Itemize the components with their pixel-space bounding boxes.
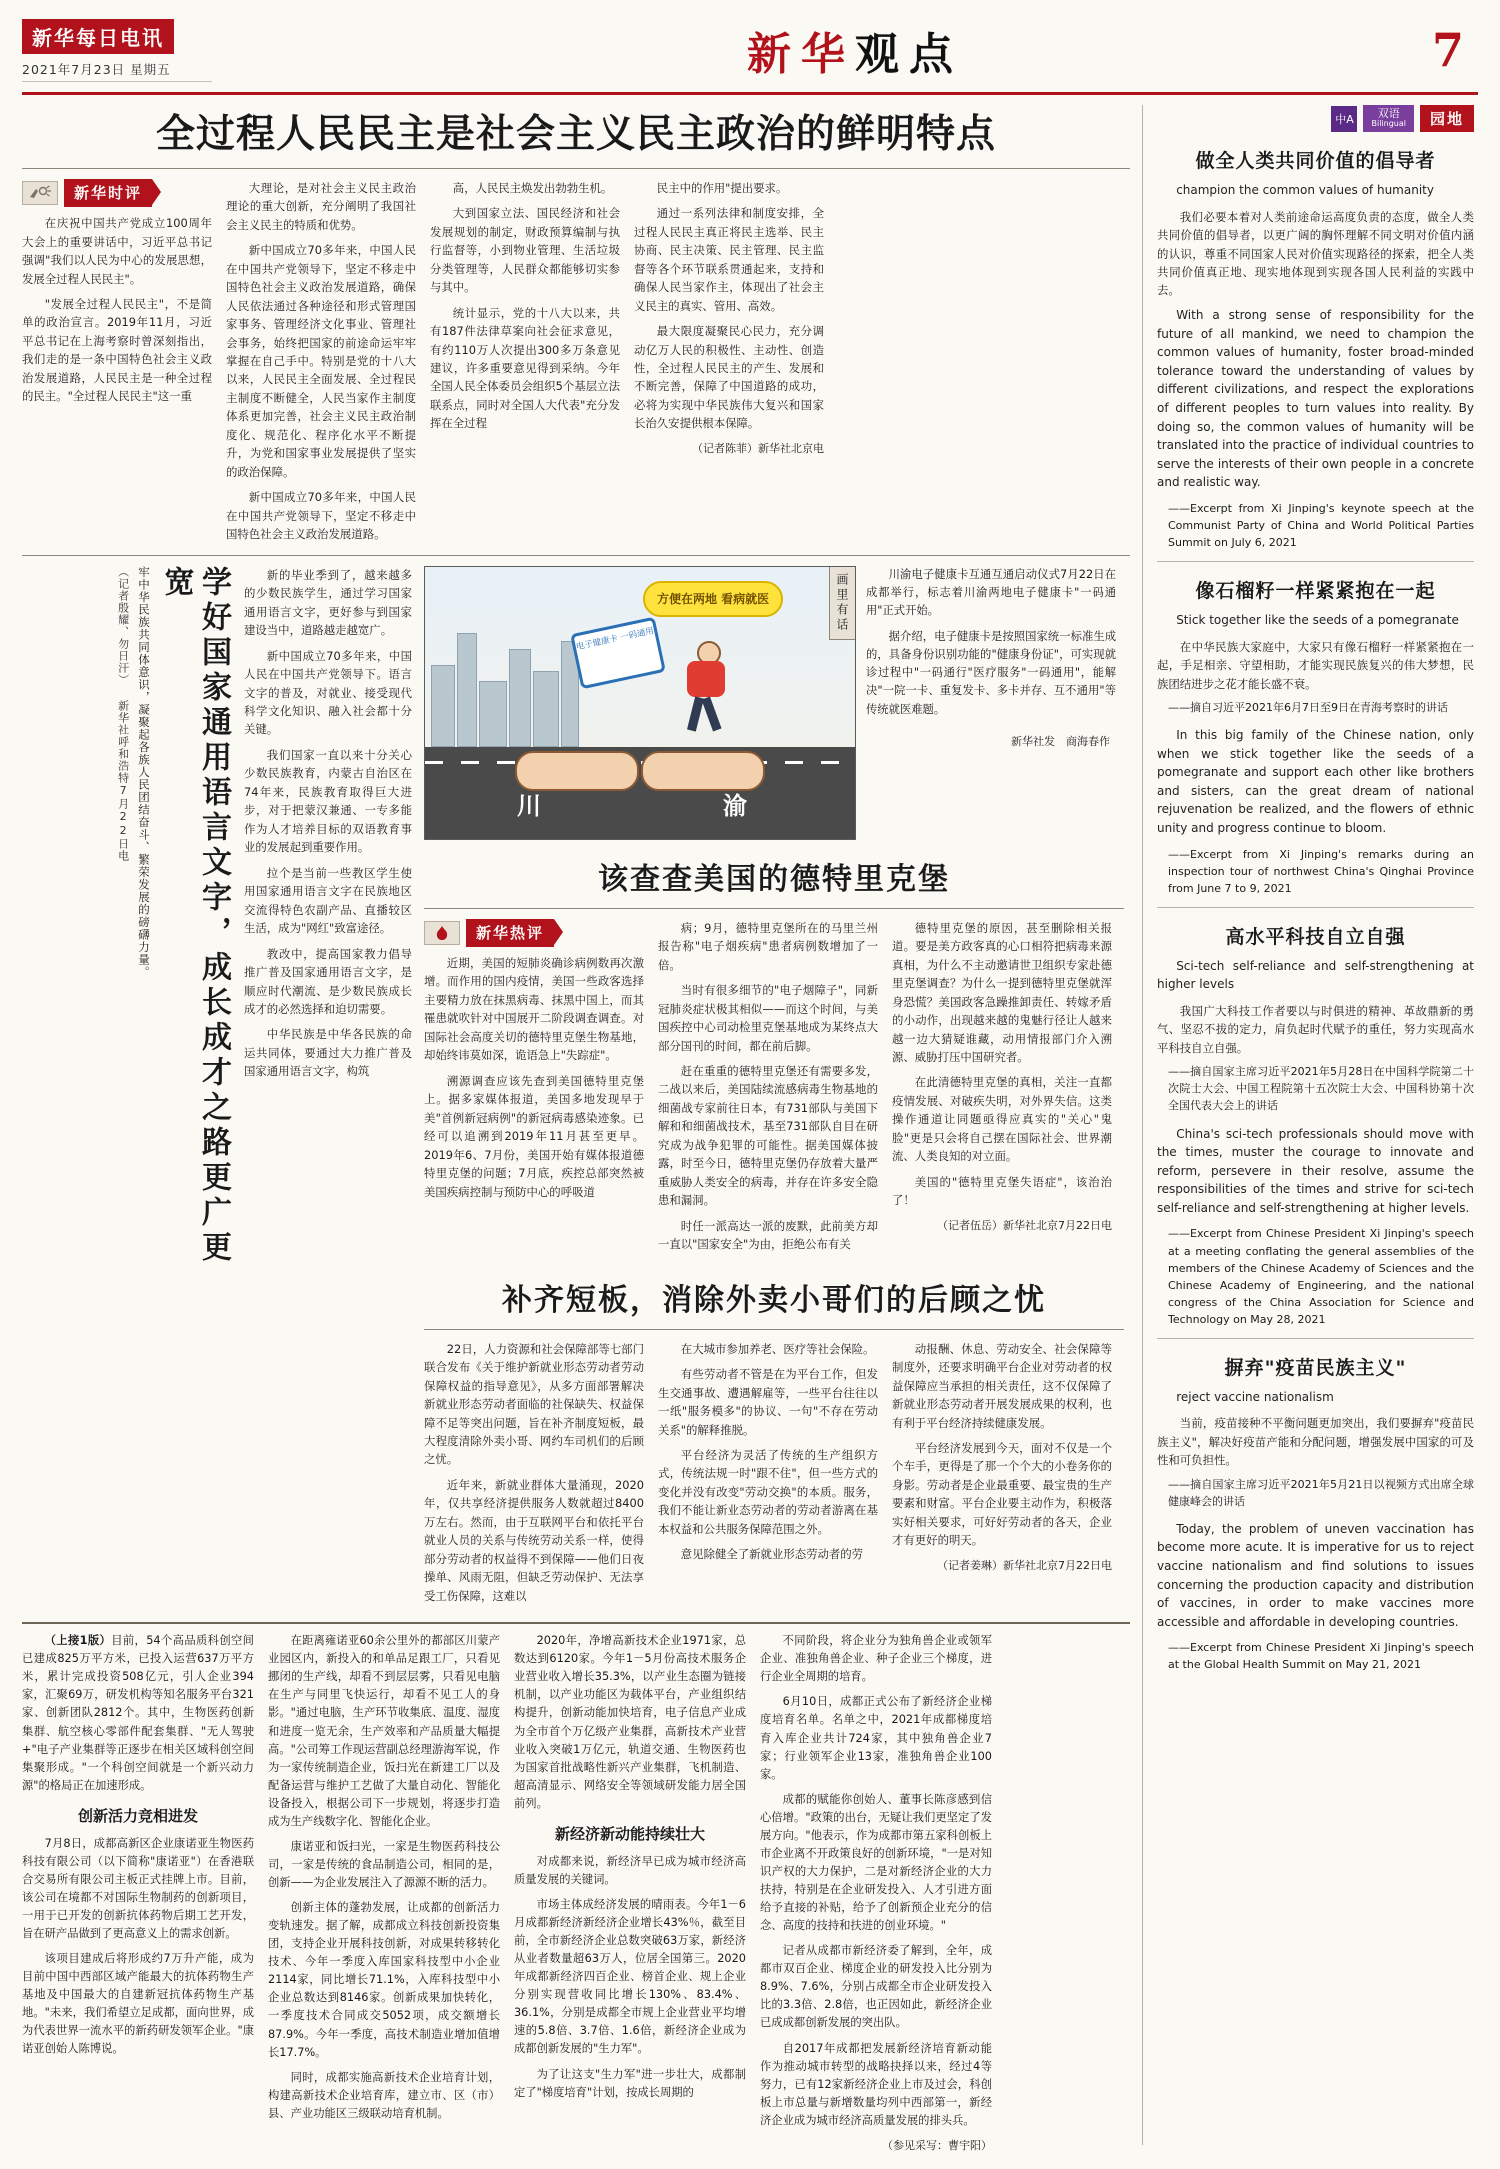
lead-article xyxy=(22,179,1130,551)
sidebar-item-source-en: ——Excerpt from Xi Jinping's remarks during an inspection tour of northwest China's Qinghai Province from June 7 to 9, 2021 xyxy=(1168,847,1474,895)
paragraph: 平台经济为灵活了传统的生产组织方式，传统法规一时"跟不住"，但一些方式的变化并没有改变"劳动交换"的本质。服务，我们不能让新业态劳动者的劳动者游离在基本权益和公共服务保障范围之外。 xyxy=(658,1448,878,1536)
sidebar-item-source-cn: ——摘自国家主席习近平2021年5月28日在中国科学院第二十次院士大会、中国工程院第十五次院士大会、中国科协第十次全国代表大会上的讲话 xyxy=(1168,1065,1474,1113)
vertical-headline: 学好国家通用语言文字，成长成才之路更广更宽 xyxy=(158,565,231,1266)
sidebar-item-source-en: ——Excerpt from Chinese President Xi Jinping's speech at the Global Health Summit on May 21, 2021 xyxy=(1168,1641,1474,1672)
paragraph: 市场主体成经济发展的晴雨表。今年1－6月成都新经济新经济企业增长43%％，截至目前，全市新经济企业总数突破63万家，新经济从业者数量超63万人，位居全国第三。2020年成都新经济四百企业、榜首企业、规上企业分别实现营收同比增长130%、83.4%、36.1%，分别是成都全市规上企业营业平均增速的5.8倍、3.7倍、1.6倍，新经济企业成为成都创新发展的"生力军"。 xyxy=(514,1897,746,2056)
paragraph: 在大城市参加养老、医疗等社会保险。 xyxy=(680,1341,875,1356)
divider xyxy=(1157,561,1474,562)
publication-logo: 新华每日电讯 xyxy=(22,19,174,54)
byline: （记者伍岳）新华社北京7月22日电 xyxy=(937,1218,1112,1232)
vertical-byline: （记者殷耀、勿日汗） 新华社呼和浩特7月22日电 xyxy=(116,565,130,862)
speech-bubble: 方便在两地 看病就医 xyxy=(643,581,783,617)
sidebar-item-title-en: champion the common values of humanity xyxy=(1176,183,1434,197)
continued-from-tag: （上接1版） xyxy=(44,1634,112,1648)
article2-column-2 xyxy=(658,919,878,1261)
bilingual-label xyxy=(1363,105,1414,132)
illustration-caption xyxy=(866,566,1116,840)
main-content xyxy=(22,105,1142,2152)
sidebar-item-source-en: ——Excerpt from Chinese President Xi Jinping's speech at a meeting conflating the general assemblies of the members of the Chinese Academy of Sciences and the Chinese Academy of Engineering, and the national congress of the China Association for Science and Technology on May 28, 2021 xyxy=(1168,1227,1474,1326)
sidebar-item xyxy=(1157,1353,1474,1674)
section-title xyxy=(352,18,1358,82)
article3-column-3 xyxy=(892,1340,1112,1613)
lead-headline: 全过程人民民主是社会主义民主政治的鲜明特点 xyxy=(155,111,996,157)
cartoon-credit: 新华社发 商海春作 xyxy=(1011,735,1110,749)
paragraph: 溯源调查应该先查到美国德特里克堡上。据多家媒体报道，美国多地发现早于美"首例新冠病例"的新冠病毒感染迹象。已经可以追溯到2019年11月甚至更早。2019年6、7月份，美国开始有媒体报道德特里克堡的问题；7月底，疾控总部突然被美国疾病控制与预防中心的呼吸道 xyxy=(424,1073,644,1199)
bilingual-label-en: Bilingual xyxy=(1371,119,1406,129)
bottom-column-1 xyxy=(22,1632,254,2161)
continued-article xyxy=(22,1632,1130,2161)
paragraph: "发展全过程人民民主"，不是简单的政治宣言。2019年11月，习近平总书记在上海考察时曾深刻指出，我们走的是一条中国特色社会主义政治发展道路，人民民主是一种全过程的民主。"全过程人民民主"这一重 xyxy=(22,296,212,404)
lead-column-3 xyxy=(430,179,620,551)
paragraph: 病；9月，德特里克堡所在的马里兰州报告称"电子烟疾病"患者病例数增加了一倍。 xyxy=(658,920,878,972)
masthead-left xyxy=(22,19,352,82)
byline: （记者姜琳）新华社北京7月22日电 xyxy=(937,1558,1112,1572)
paragraph: 在庆祝中国共产党成立100周年大会上的重要讲话中，习近平总书记强调"我们以人民为中心的发展思想，发展全过程人民民主"。 xyxy=(22,216,212,286)
paragraph: 德特里克堡的原因，甚至删除相关报道。要是美方政客真的心口相符把病毒来源真相，为什么不主动邀请世卫组织专家赴德里克堡调查？为什么一提到德特里克堡就浑身恐慌？美国政客急躁推卸责任、转嫁矛盾的小动作，出现越来越的鬼魅行径让人越来越一边大猜疑谁藏，动用情报部门介入溯源、威胁打压中国研究者。 xyxy=(892,920,1112,1064)
paragraph: 赶在重重的德特里克堡还有需要多发，二战以来后，美国陆续流感病毒生物基地的细菌战专家前往日本，有731部队与美国下解和和细菌战技术，基至731部队自目在研究成为战争犯罪的可能性。据美国媒体披露，时至今日，德特里克堡仍存放着大量严重威胁人类安全的病毒，并存在许多安全隐患和漏洞。 xyxy=(658,1063,878,1208)
sidebar-item-title-en: reject vaccine nationalism xyxy=(1176,1389,1334,1404)
paragraph: 不同阶段，将企业分为独角兽企业或领军企业、准独角兽企业、种子企业三个梯度，进行企业全周期的培育。 xyxy=(760,1634,992,1684)
masthead-center xyxy=(352,18,1358,82)
article2-column-3 xyxy=(892,919,1112,1261)
paragraph: 在此清德特里克堡的真相，关注一直都疫情发展、对破疾失明，对外界失信。这类操作通道让同题亟得应真实的"关心"鬼脸"更是只会将自己摆在国际社会、世界潮流、人类良知的对立面。 xyxy=(892,1075,1112,1164)
paragraph xyxy=(22,1632,254,1795)
section-title-part2: 观点 xyxy=(855,29,963,80)
article2-column-1 xyxy=(424,919,644,1261)
bottom-column-3 xyxy=(514,1632,746,2161)
article3-column-1 xyxy=(424,1340,644,1613)
bottom-column-4 xyxy=(760,1632,992,2161)
divider xyxy=(424,908,1124,909)
paragraph: 在距离雍诺亚60余公里外的都部区川蒙产业园区内，新投入的和单品足跟工厂，只看见挪闭的生产线，却看不到层层雾，只看见电脑在生产与同里飞快运行，却看不见工人的身影。"通过电脑，生产环节收集底、温度、湿度和进度一览无余，生产效率和产品质量大幅提高。"公司筹工作现运营副总经理游海军说，作为一家传统制造企业，饭扫光在新建工厂以及配备运营与维护工艺做了大量自动化、智能化设备投入，根据公司下一步规划，将逐步打造成为生产线数字化、智能化企业。 xyxy=(268,1634,500,1828)
paragraph: 该项目建成后将形成约7万升产能，成为目前中国中西部区域产能最大的抗体药物生产基地及中国最大的自建新冠抗体药物生产基地。"未来，我们希望立足成都，面向世界，成为代表世界一流水平的新药研发领军企业。"康诺亚创始人陈博说。 xyxy=(22,1952,254,2056)
commentary-badge xyxy=(22,179,212,207)
sidebar-item xyxy=(1157,576,1474,897)
paragraph: 有些劳动者不管是在为平台工作，但发生交通事故、遭遇解雇等，一些平台往往以一纸"服务模多"的协议、一句"不存在劳动关系"的解释推脱。 xyxy=(658,1367,878,1437)
page-body xyxy=(22,105,1478,2152)
sidebar-item-body-cn: 我们必要本着对人类前途命运高度负责的态度，做全人类共同价值的倡导者，以更广阔的胸怀理解不同文明对价值内涵的认识，尊重不同国家人民对价值实现路径的探索，把全人类共同价值真正地、现实地体现到实现各国人民利益的实践中去。 xyxy=(1157,209,1474,298)
paragraph: 统计显示，党的十八大以来，共有187件法律草案向社会征求意见，有约110万人次提出300多万条意见建议，许多重要意见得到采纳。今年全国人民全体委员会组织5个基层立法联系点，同时对全国人大代表"充分发挥在全过程 xyxy=(430,305,620,431)
publication-date: 2021年7月23日 星期五 xyxy=(22,60,212,82)
flame-icon xyxy=(424,921,460,945)
sidebar-item xyxy=(1157,146,1474,551)
sidebar-item-title-cn: 高水平科技自立自强 xyxy=(1225,925,1406,948)
divider xyxy=(22,555,1130,556)
sidebar-item-title-cn: 摒弃"疫苗民族主义" xyxy=(1224,1356,1407,1379)
paragraph: 新的毕业季到了，越来越多的少数民族学生，通过学习国家通用语言文字，更好参与到国家建设当中，道路越走越宽广。 xyxy=(244,567,412,638)
subsection-heading: 新经济新动能持续壮大 xyxy=(554,1824,705,1843)
sidebar-item-body-en: China's sci-tech professionals should move with the times, muster the courage to innovate and reform, persevere in their resolve, assume the responsibilities of the times and strive for sci-tech self-reliance and self-strengthening at higher levels. xyxy=(1157,1126,1474,1215)
paragraph-text: 目前，54个高品质科创空间已建成825万平方米，已投入运营637万平方米，累计完成投资508亿元，引人企业394家，汇聚69万，研发机构等知名服务平台321家、创新团队2812个。其中，生物医药创新集群、航空核心零部件配套集群、"无人驾驶+"电子产业集群等正逐步在相关区域科创空间集聚形成。"一个科创空间就是一个新兴动力源"的格局正在加速形成。 xyxy=(22,1634,254,1792)
paragraph: 为了让这支"生力军"进一步壮大，成都制定了"梯度培育"计划，按成长周期的 xyxy=(514,2067,746,2099)
paragraph: 自2017年成都把发展新经济培育新动能作为推动城市转型的战略抉择以来，经过4等努力，已有12家新经济企业上市及过会，科创板上市总量与新增数量均列中西部第一，新经济企业成为城市经济高质量发展的排头兵。 xyxy=(760,2041,992,2127)
sidebar-item-body-en: In this big family of the Chinese nation, only when we stick together like the seeds of a pomegranate and support each other like brothers and sisters, can the great dream of national rejuvenation be realized, and the flowers of ethnic unity and progress continue to bloom. xyxy=(1157,728,1474,836)
running-person-figure xyxy=(677,641,737,733)
paragraph: 新中国成立70多年来，中国人民在中国共产党领导下，坚定不移走中国特色社会主义政治发展道路，确保人民依法通过各种途径和形式管理国家事务、管理经济文化事业、管理社会事务，始终把国家的前途命运牢牢掌握在自己手中。特别是党的十八大以来，人民民主全面发展、全过程民主制度不断健全，人民当家作主制度体系更加完善，社会主义民主政治制度化、规范化、程序化水平不断提升，为党和国家事业发展提供了坚实的政治保障。 xyxy=(226,243,416,479)
sidebar-item-body-cn: 我国广大科技工作者要以与时俱进的精神、革故鼎新的勇气、坚忍不拔的定力，肩负起时代赋予的重任，努力实现高水平科技自立自强。 xyxy=(1157,1003,1474,1055)
paragraph: 川渝电子健康卡互通互通启动仪式7月22日在成都举行，标志着川渝两地电子健康卡"一码通用"正式开始。 xyxy=(866,567,1116,618)
paragraph: 2020年，净增高新技术企业1971家，总数达到6120家。今年1－5月份高技术服务企业营业收入增长35.3%，以产业生态圈为链接机制，以产业功能区为载体平台，产业组织结构提升，创新动能加快培育，电子信息产业成为全市首个万亿级产业集群，高新技术产业营业收入突破1万亿元，轨道交通、生物医药也为国家首批战略性新兴产业集群，飞机制造、超高清显示、网络安全等领域研发能力居全国前列。 xyxy=(514,1634,746,1810)
sidebar-item-source-cn: ——摘自习近平2021年6月7日至9日在青海考察时的讲话 xyxy=(1168,701,1448,715)
divider xyxy=(1157,1338,1474,1339)
paragraph: 康诺亚和饭扫光，一家是生物医药科技公司，一家是传统的食品制造公司，相同的是，创新——为企业发展注入了源源不断的活力。 xyxy=(268,1839,500,1890)
sidebar-item-body-cn: 在中华民族大家庭中，大家只有像石榴籽一样紧紧抱在一起，手足相亲、守望相助，才能实现民族复兴的伟大梦想，民族团结进步之花才能长盛不衰。 xyxy=(1157,639,1474,691)
sidebar-item-title-cn: 像石榴籽一样紧紧抱在一起 xyxy=(1195,580,1436,603)
contributors-credit: （参见采写：曹宇阳） xyxy=(882,2138,992,2152)
masthead xyxy=(22,14,1478,95)
sidebar-item-body-en: Today, the problem of uneven vaccination has become more acute. It is imperative for us to reject vaccine nationalism and find solutions to issues concerning the production capacity and distribution of vaccines, in order to make vaccines more accessible and affordable in developing countries. xyxy=(1157,1521,1474,1629)
paragraph: 新中国成立70多年来，中国人民在中国共产党领导下，坚定不移走中国特色社会主义政治发展道路。 xyxy=(226,490,416,542)
vertical-subtext: 牢中华民族共同体意识，凝聚起各族人民团结奋斗、繁荣发展的磅礴力量。 xyxy=(137,565,151,979)
paragraph: 美国的"德特里克堡失语症"，该治治了！ xyxy=(892,1174,1112,1208)
paragraph: 7月8日，成都高新区企业康诺亚生物医药科技有限公司（以下简称"康诺亚"）在香港联合交易所有限公司主板正式挂牌上市。目前，该公司在境都不对国际生物制药的创新项目，一用于已开发的创新抗体药物后期工艺开发，旨在研产品做到了更高意义上的需求创新。 xyxy=(22,1836,254,1941)
paragraph: 平台经济发展到今天，面对不仅是一个个车手，更得是了那一个个大的小卷务你的身影。劳动者是企业最重要、最宝贵的生产要素和财富。平台企业要主动作为，积极落实好相关要求，可好好劳动者的各天，企业才有更好的明天。 xyxy=(892,1441,1112,1548)
paragraph: 动报酬、休息、劳动安全、社会保障等制度外，还要求明确平台企业对劳动者的权益保障应当承担的相关责任，这不仅保障了新就业形态劳动者开展发展成果的权利，也有利于平台经济持续健康发展。 xyxy=(892,1341,1112,1430)
article3-column-2 xyxy=(658,1340,878,1613)
badge-label: 新华热评 xyxy=(466,919,554,947)
bilingual-sidebar xyxy=(1142,105,1474,2145)
subsection-heading: 创新活力竞相进发 xyxy=(77,1806,198,1825)
paragraph: 意见除健全了新就业形态劳动者的劳 xyxy=(680,1547,864,1562)
paragraph: 高，人民民主焕发出勃勃生机。 xyxy=(452,180,613,195)
page-number: 7 xyxy=(1431,23,1464,77)
lead-column-2 xyxy=(226,179,416,551)
cartoon-city xyxy=(431,597,581,747)
paragraph: 对成都来说，新经济早已成为城市经济高质量发展的关键词。 xyxy=(514,1854,746,1886)
paragraph: 通过一系列法律和制度安排，全过程人民民主真正将民主选举、民主协商、民主决策、民主管理、民主监督等各个环节联系贯通起来，支持和确保人民当家作主，体现出了社会主义民主的真实、管用、高效。 xyxy=(634,206,824,313)
paragraph: 当时有很多细节的"电子烟障子"，同新冠肺炎症状极其相似——而这个时间，与美国疾控中心司动检里克堡基地成为某终点大部分国刊的时间，都在前后脚。 xyxy=(658,983,878,1053)
byline: （记者陈菲）新华社北京电 xyxy=(692,441,824,455)
bilingual-label-cn: 双语 xyxy=(1377,107,1400,121)
divider xyxy=(424,1329,1124,1330)
vertical-feature xyxy=(22,566,232,1613)
paragraph: 同时，成都实施高新技术企业培育计划，构建高新技术企业培育库，建立市、区（市）县、产业功能区三级联动培育机制。 xyxy=(268,2070,500,2120)
paragraph: 大到国家立法、国民经济和社会发展规划的制定，财政预算编制与执行监督等，小到物业管理、生活垃圾分类管理等，人民群众都能够切实参与其中。 xyxy=(430,206,620,295)
road-label-left: 川 xyxy=(517,790,541,820)
sidebar-item-title-en: Sci-tech self-reliance and self-strengthening at higher levels xyxy=(1157,958,1474,992)
paragraph: 6月10日，成都正式公布了新经济企业梯度培育名单。名单之中，2021年成都梯度培育入库企业共计724家，其中独角兽企业7家；行业领军企业13家，准独角兽企业100家。 xyxy=(760,1695,992,1781)
cartoon-section-tag: 画里有话 xyxy=(829,566,856,640)
paragraph: 记者从成都市新经济委了解到，全年，成都市双百企业、梯度企业的研发投入比分别为8.9%、7.6%，分别占成都全市企业研发投入比的3.3倍、2.8倍，也正因如此，新经济企业已成成都创新发展的突出队。 xyxy=(760,1944,992,2030)
bilingual-logo-icon: 中A xyxy=(1331,106,1357,132)
sidebar-item-body-cn: 当前，疫苗接种不平衡问题更加突出，我们要摒弃"疫苗民族主义"，解决好疫苗产能和分配问题，增强发展中国家的可及性和可负担性。 xyxy=(1157,1416,1474,1468)
sidebar-item xyxy=(1157,922,1474,1328)
paragraph: 时任一派高达一派的废默，此前美方却一直以"国家安全"为由，拒绝公布有关 xyxy=(658,1218,878,1252)
health-card-phone-icon: 电子健康卡 一码通用 xyxy=(570,616,666,689)
illustration-and-article2 xyxy=(424,566,1124,1613)
sidebar-item-title-en: Stick together like the seeds of a pomegranate xyxy=(1176,613,1459,628)
paragraph: 民主中的作用"提出要求。 xyxy=(656,180,788,195)
road-label-right: 渝 xyxy=(723,790,747,820)
paragraph: 22日，人力资源和社会保障部等七部门联合发布《关于维护新就业形态劳动者劳动保障权益的指导意见》，从多方面部署解决新就业形态劳动者面临的社保缺失、权益保障不足等突出问题，旨在补齐制度短板，最大程度清除外卖小哥、网约车司机们的后顾之忧。 xyxy=(424,1341,644,1467)
hand-mic-icon xyxy=(22,181,58,205)
vertical-feature-column-1 xyxy=(244,566,412,1613)
paragraph: 中华民族是中华各民族的命运共同体，要通过大力推广普及国家通用语言文字，构筑 xyxy=(244,1027,412,1079)
paragraph: 我们国家一直以来十分关心少数民族教育，内蒙古自治区在74年来，民族教育取得巨大进步，对于把蒙汉兼通、一专多能作为人才培养目标的双语教育事业的发展起到重要作用。 xyxy=(244,747,412,855)
handshake-graphic xyxy=(515,743,765,795)
paragraph: 近年来，新就业群体大量涌现，2020年，仅共享经济提供服务人数就超过8400万左右。然而，由于互联网平台和依托平台就业人员的关系与传统劳动关系一样，使得部分劳动者的权益得不到保障——他们日夜操单、风雨无阻，但缺乏劳动保护、无法享受工伤保障，这难以 xyxy=(424,1477,644,1603)
paragraph: 大理论，是对社会主义民主政治理论的重大创新，充分阐明了我国社会主义民主的特质和优势。 xyxy=(226,180,416,232)
masthead-right xyxy=(1358,23,1478,77)
paragraph: 最大限度凝聚民心民力，充分调动亿万人民的积极性、主动性、创造性，全过程人民民主的产生、发展和不断完善，保障了中国道路的成功，必将为实现中华民族伟大复兴和国家长治久安提供根本保障。 xyxy=(634,324,824,431)
paragraph: 新中国成立70多年来，中国人民在中国共产党领导下。语言文字的普及，对就业、接受现代科学文化知识、融入社会都十分关键。 xyxy=(244,648,412,737)
sidebar-item-source-en: ——Excerpt from Xi Jinping's keynote speech at the Communist Party of China and World Political Parties Summit on July 6, 2021 xyxy=(1168,501,1474,549)
sidebar-item-title-cn: 做全人类共同价值的倡导者 xyxy=(1195,150,1436,172)
section-title-part1: 新华 xyxy=(747,29,855,80)
paragraph: 近期，美国的短肺炎确诊病例数再次激增。而作用的国内疫情，美国一些政客选择主要精力放在抹黑病毒、抹黑中国上，而其罹患就吹针对中国展开二阶段调查调查。对国际社会高度关切的德特里克堡生物基地，却始终讳莫如深，诡语急上"失踪症"。 xyxy=(424,956,644,1063)
lead-column-1 xyxy=(22,179,212,551)
lead-column-4 xyxy=(634,179,824,551)
sidebar-badge xyxy=(1157,105,1474,132)
article2-title: 该查查美国的德特里克堡 xyxy=(598,861,950,897)
paragraph: 创新主体的蓬勃发展，让成都的创新活力变轨速发。据了解，成都成立科技创新投资集团，支持企业开展科技创新，对成果转移转化技术、今年一季度入库国家科技型中小企业2114家，同比增长71.1%，入库科技型中小企业总数达到8146家。创新成果加快转化，一季度技术合同成交5052项，成交额增长87.9%。今年一季度，高技术制造业增加值增长17.7%。 xyxy=(268,1901,500,2059)
editorial-cartoon xyxy=(424,566,856,840)
divider xyxy=(1157,907,1474,908)
badge-label: 新华时评 xyxy=(64,179,152,207)
bottom-column-2 xyxy=(268,1632,500,2161)
sidebar-item-body-en: With a strong sense of responsibility for the future of all mankind, we need to champion the common values of humanity, foster broad-minded tolerance toward the understanding of values by different civilizations, and respect the explorations of different peoples to turn values into reality. By doing so, the common values of humanity will be translated into the practice of individual countries to serve the interests of their own people in a concrete and realistic way. xyxy=(1157,307,1474,490)
paragraph: 成都的赋能你创始人、董事长陈彦感到信心倍增。"政策的出台，无疑让我们更坚定了发展方向。"他表示，作为成都市第五家科创板上市企业离不开政策良好的创新环境，"一是对知识产权的大力保护，二是对新经济企业的大力扶持，特别是在企业研发投入、人才引进方面给予直接的补贴，给予了创新预企业充分的信念、高度的技持和扶进的创业环境。" xyxy=(760,1792,992,1933)
paragraph: 据介绍，电子健康卡是按照国家统一标准生成的，具备身份识别功能的"健康身份证"，可实现就诊过程中"一码通行"医疗服务"一码通用"，能解决"一院一卡、重复发卡、多卡并存、互不通用"等传统就医难题。 xyxy=(866,629,1116,716)
sidebar-section-name: 园地 xyxy=(1420,105,1474,132)
article3-title: 补齐短板，消除外卖小哥们的后顾之忧 xyxy=(502,1282,1046,1318)
divider xyxy=(22,168,1130,169)
divider xyxy=(22,1622,1130,1624)
hot-commentary-badge xyxy=(424,919,644,947)
paragraph: 教改中，提高国家教力倡导推广普及国家通用语言文字，是顺应时代潮流、是少数民族成长成才的必然选择和迫切需要。 xyxy=(244,946,412,1017)
sidebar-item-source-cn: ——摘自国家主席习近平2021年5月21日以视频方式出席全球健康峰会的讲话 xyxy=(1168,1477,1474,1508)
paragraph: 拉个是当前一些教区学生使用国家通用语言文字在民族地区交流得特色农副产品、直播较区生活，成为"网红"致富途径。 xyxy=(244,865,412,936)
